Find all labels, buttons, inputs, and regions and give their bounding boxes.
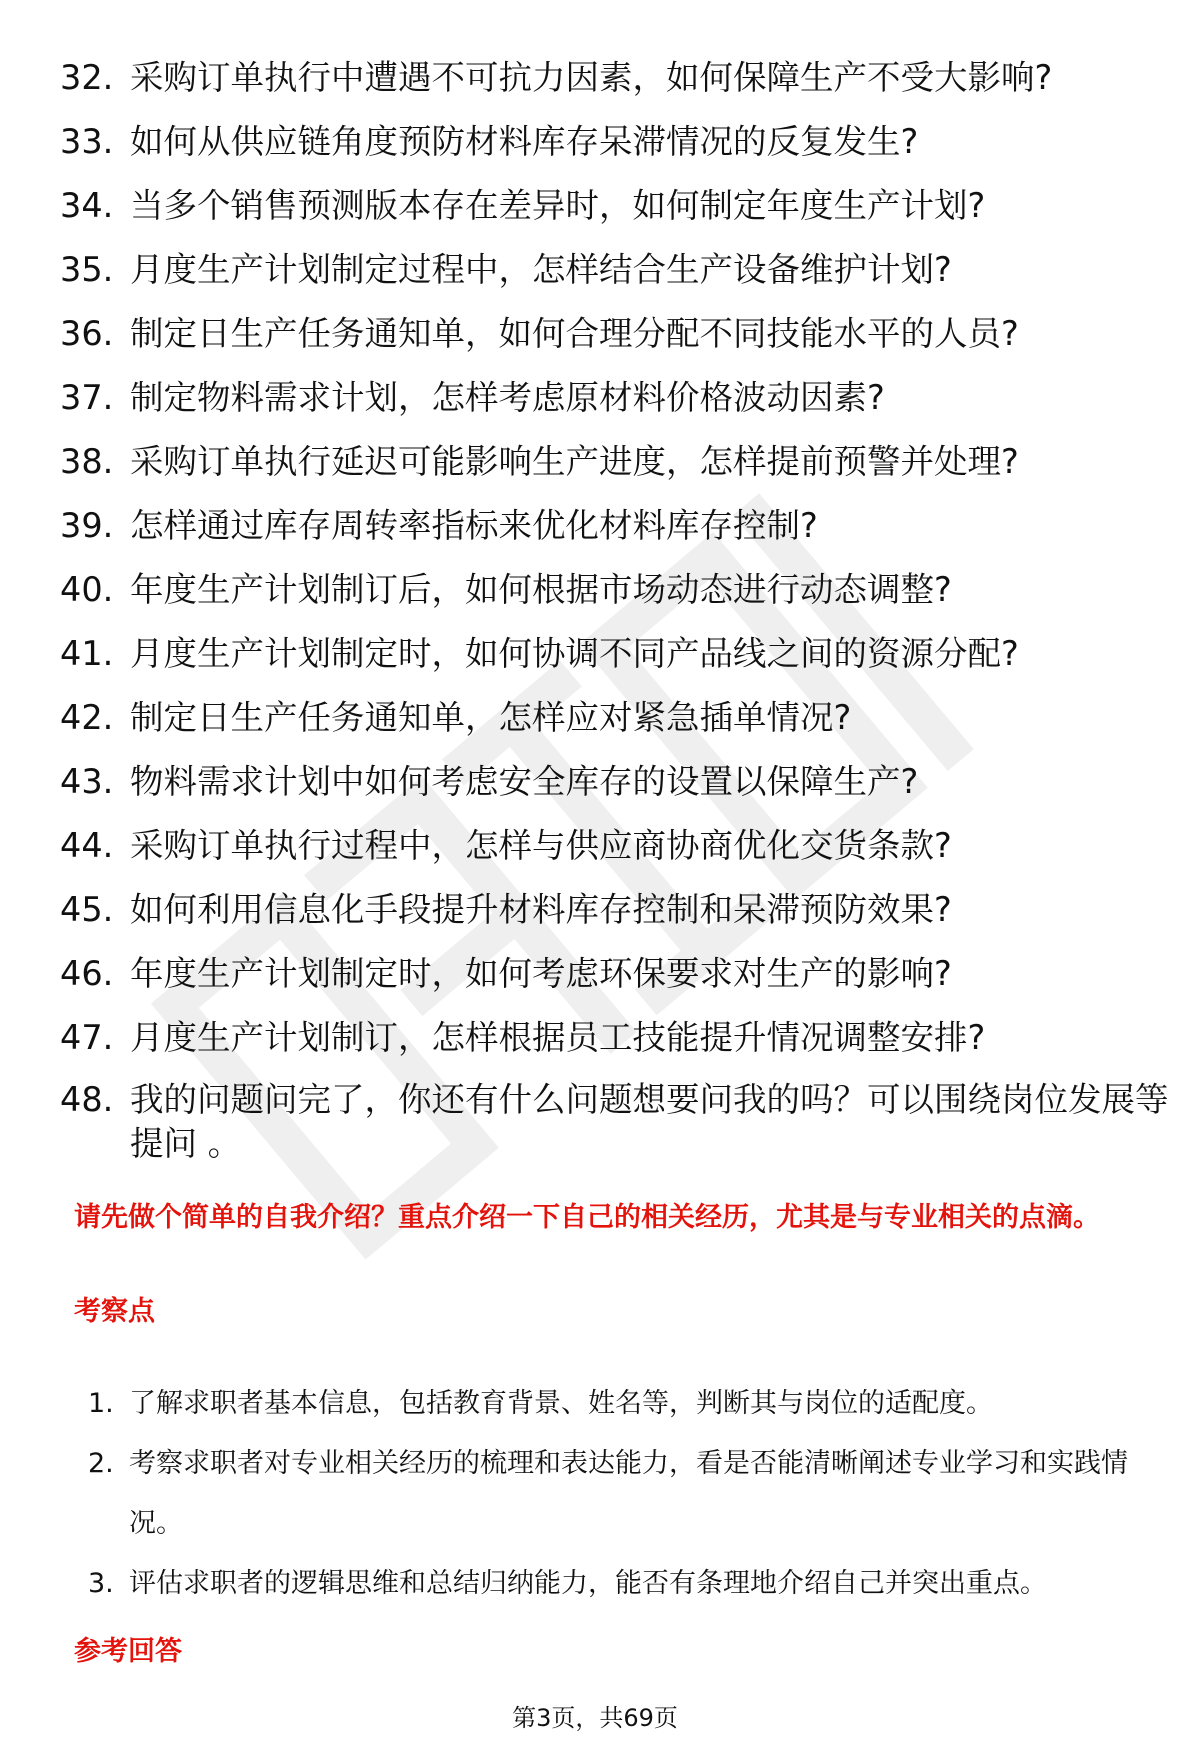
page-footer: 第3页，共69页 [512, 1704, 678, 1732]
question-number: 48. [60, 1080, 114, 1119]
question-text: 月度生产计划制定时，如何协调不同产品线之间的资源分配? [130, 634, 1019, 673]
question-number: 32. [60, 58, 114, 97]
question-text: 年度生产计划制定时，如何考虑环保要求对生产的影响? [130, 954, 952, 993]
question-number: 37. [60, 378, 114, 417]
question-item [0, 750, 1190, 814]
question-item [0, 878, 1190, 942]
question-number: 43. [60, 762, 114, 801]
question-item [0, 238, 1190, 302]
question-text: 如何利用信息化手段提升材料库存控制和呆滞预防效果? [130, 890, 952, 929]
question-number: 47. [60, 1018, 114, 1057]
question-text: 制定物料需求计划，怎样考虑原材料价格波动因素? [130, 378, 885, 417]
point-text: 评估求职者的逻辑思维和总结归纳能力，能否有条理地介绍自己并突出重点。 [129, 1568, 1047, 1599]
point-number: 3. [88, 1568, 114, 1599]
question-number: 38. [60, 442, 114, 481]
point-number: 1. [88, 1388, 114, 1419]
question-number: 34. [60, 186, 114, 225]
question-text: 采购订单执行过程中，怎样与供应商协商优化交货条款? [130, 826, 952, 865]
question-text: 采购订单执行延迟可能影响生产进度，怎样提前预警并处理? [130, 442, 1019, 481]
point-item [0, 1434, 1190, 1554]
point-number: 2. [88, 1448, 114, 1479]
question-text: 物料需求计划中如何考虑安全库存的设置以保障生产? [130, 762, 919, 801]
question-item [0, 46, 1190, 110]
question-item [0, 366, 1190, 430]
question-number: 39. [60, 506, 114, 545]
point-item [0, 1554, 1190, 1614]
question-number: 40. [60, 570, 114, 609]
question-item [0, 430, 1190, 494]
question-text: 如何从供应链角度预防材料库存呆滞情况的反复发生? [130, 122, 919, 161]
question-item [0, 622, 1190, 686]
question-text: 月度生产计划制定过程中，怎样结合生产设备维护计划? [130, 250, 952, 289]
question-number: 46. [60, 954, 114, 993]
question-item [0, 942, 1190, 1006]
question-number: 33. [60, 122, 114, 161]
point-item [0, 1374, 1190, 1434]
question-text: 采购订单执行中遭遇不可抗力因素，如何保障生产不受大影响? [130, 58, 1053, 97]
question-text: 制定日生产任务通知单，怎样应对紧急插单情况? [130, 698, 852, 737]
question-text: 怎样通过库存周转率指标来优化材料库存控制? [130, 506, 818, 545]
question-item [0, 1006, 1190, 1070]
question-text: 当多个销售预测版本存在差异时，如何制定年度生产计划? [130, 186, 986, 225]
answer-heading: 参考回答 [74, 1636, 182, 1667]
question-text: 月度生产计划制订，怎样根据员工技能提升情况调整安排? [130, 1018, 986, 1057]
question-number: 42. [60, 698, 114, 737]
question-item [0, 494, 1190, 558]
section-title: 请先做个简单的自我介绍？重点介绍一下自己的相关经历，尤其是与专业相关的点滴。 [74, 1202, 1100, 1233]
question-number: 41. [60, 634, 114, 673]
question-number: 45. [60, 890, 114, 929]
point-text: 考察求职者对专业相关经历的梳理和表达能力，看是否能清晰阐述专业学习和实践情况。 [129, 1448, 1128, 1539]
question-item [0, 174, 1190, 238]
question-text: 我的问题问完了，你还有什么问题想要问我的吗？可以围绕岗位发展等提问 。 [130, 1080, 1169, 1163]
point-text: 了解求职者基本信息，包括教育背景、姓名等，判断其与岗位的适配度。 [129, 1388, 993, 1419]
question-text: 年度生产计划制订后，如何根据市场动态进行动态调整? [130, 570, 952, 609]
question-item [0, 302, 1190, 366]
question-list [0, 46, 1190, 1176]
question-item [0, 558, 1190, 622]
question-number: 44. [60, 826, 114, 865]
question-text: 制定日生产任务通知单，如何合理分配不同技能水平的人员? [130, 314, 1019, 353]
question-item [0, 686, 1190, 750]
question-number: 36. [60, 314, 114, 353]
question-item [0, 1070, 1190, 1176]
points-heading: 考察点 [74, 1296, 155, 1327]
points-list [0, 1374, 1190, 1614]
question-number: 35. [60, 250, 114, 289]
question-item [0, 814, 1190, 878]
question-item [0, 110, 1190, 174]
